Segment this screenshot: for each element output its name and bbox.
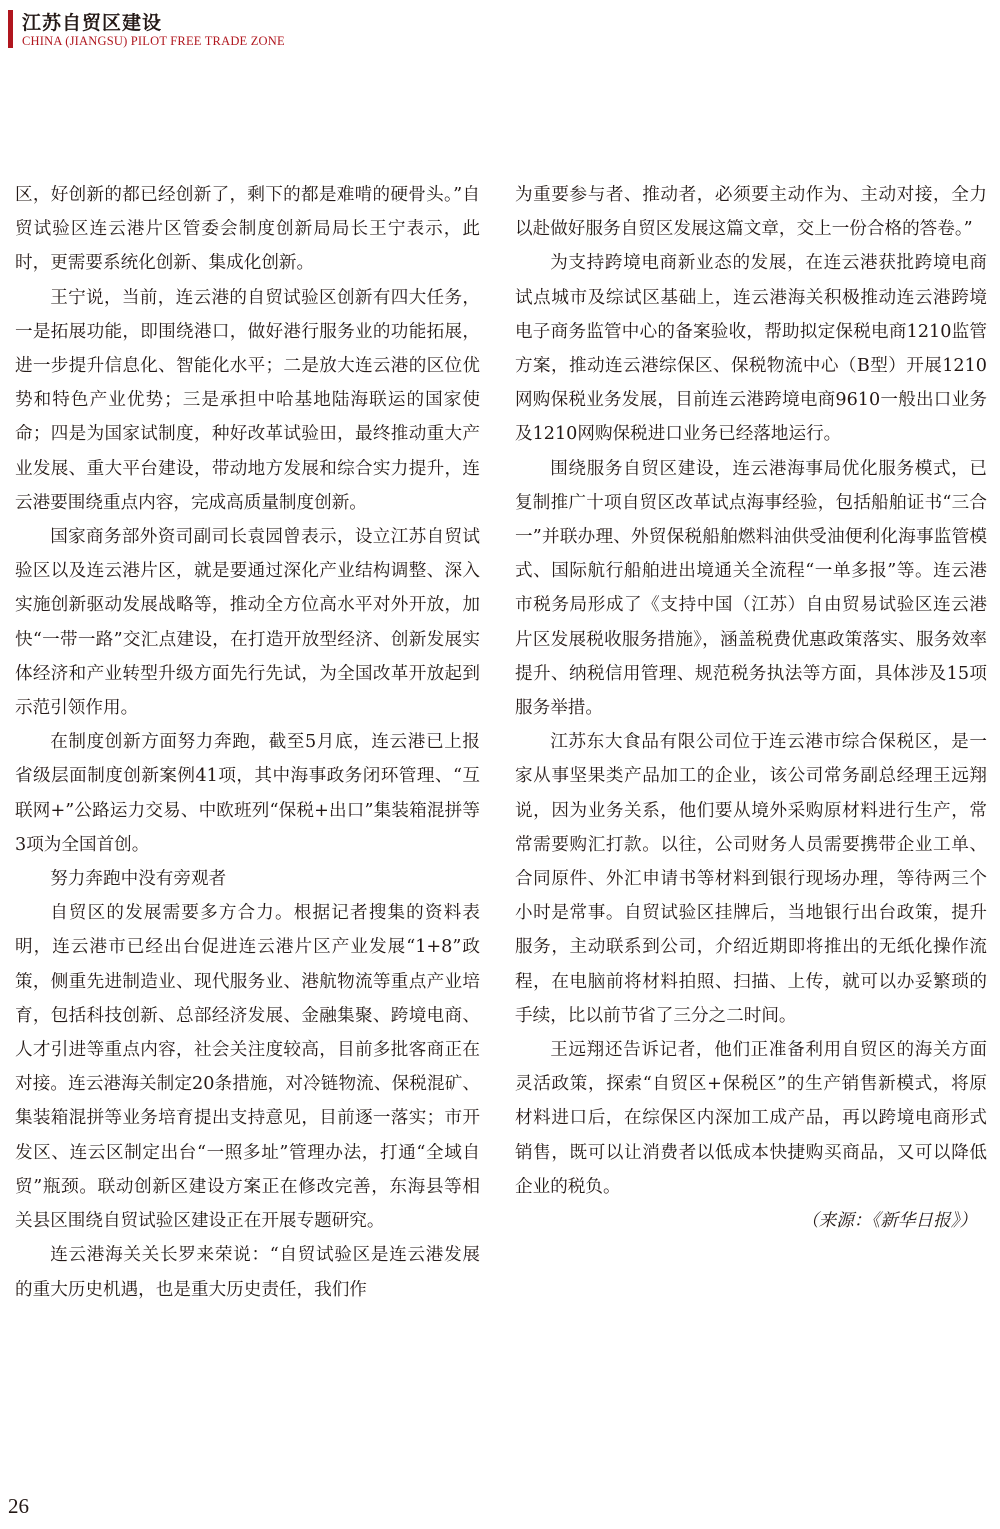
paragraph: 连云港海关关长罗来荣说：“自贸试验区是连云港发展的重大历史机遇，也是重大历史责任，我们作 bbox=[15, 1245, 480, 1300]
paragraph: 围绕服务自贸区建设，连云港海事局优化服务模式，已复制推广十项自贸区改革试点海事经验，包括船舶证书“三合一”并联办理、外贸保税船舶燃料油供受油便利化海事监管模式、国际航行船舶进出境通关全流程“一单多报”等。连云港市税务局形成了《支持中国（江苏）自由贸易试验区连云港片区发展税收服务措施》，涵盖税费优惠政策落实、服务效率提升、纳税信用管理、规范税务执法等方面，具体涉及15项服务举措。 bbox=[515, 458, 987, 719]
paragraph: 为重要参与者、推动者，必须要主动作为、主动对接，全力以赴做好服务自贸区发展这篇文章，交上一份合格的答卷。” bbox=[515, 185, 987, 240]
paragraph: 为支持跨境电商新业态的发展，在连云港获批跨境电商试点城市及综试区基础上，连云港海关积极推动连云港跨境电子商务监管中心的备案验收，帮助拟定保税电商1210监管方案，推动连云港综保区、保税物流中心（B型）开展1210网购保税业务发展，目前连云港跨境电商9610一般出口业务及1210网购保税进口业务已经落地运行。 bbox=[515, 253, 987, 445]
header-title-en: CHINA (JIANGSU) PILOT FREE TRADE ZONE bbox=[22, 34, 285, 48]
source-credit: （来源：《新华日报》） bbox=[801, 1211, 977, 1232]
paragraph: 在制度创新方面努力奔跑，截至5月底，连云港已上报省级层面制度创新案例41项，其中海事政务闭环管理、“互联网+”公路运力交易、中欧班列“保税+出口”集装箱混拼等3项为全国首创。 bbox=[15, 732, 480, 855]
paragraph: 王宁说，当前，连云港的自贸试验区创新有四大任务，一是拓展功能，即围绕港口，做好港行服务业的功能拓展，进一步提升信息化、智能化水平；二是放大连云港的区位优势和特色产业优势；三是承担中哈基地陆海联运的国家使命；四是为国家试制度，种好改革试验田，最终推动重大产业发展、重大平台建设，带动地方发展和综合实力提升，连云港要围绕重点内容，完成高质量制度创新。 bbox=[15, 287, 480, 513]
paragraph: 自贸区的发展需要多方合力。根据记者搜集的资料表明，连云港市已经出台促进连云港片区产业发展“1+8”政策，侧重先进制造业、现代服务业、港航物流等重点产业培育，包括科技创新、总部经济发展、金融集聚、跨境电商、人才引进等重点内容，社会关注度较高，目前多批客商正在对接。连云港海关制定20条措施，对冷链物流、保税混矿、集装箱混拼等业务培育提出支持意见，目前逐一落实；市开发区、连云区制定出台“一照多址”管理办法，打通“全域自贸”瓶颈。联动创新区建设方案正在修改完善，东海县等相关县区围绕自贸试验区建设正在开展专题研究。 bbox=[15, 903, 480, 1232]
paragraph: 江苏东大食品有限公司位于连云港市综合保税区，是一家从事坚果类产品加工的企业，该公司常务副总经理王远翔说，因为业务关系，他们要从境外采购原材料进行生产，常常需要购汇打款。以往，公司财务人员需要携带企业工单、合同原件、外汇申请书等材料到银行现场办理，等待两三个小时是常事。自贸试验区挂牌后，当地银行出台政策，提升服务，主动联系到公司，介绍近期即将推出的无纸化操作流程，在电脑前将材料拍照、扫描、上传，就可以办妥繁琐的手续，比以前节省了三分之二时间。 bbox=[515, 732, 987, 1026]
section-subheading: 努力奔跑中没有旁观者 bbox=[50, 869, 227, 890]
page-number: 26 bbox=[8, 1494, 29, 1518]
paragraph: 国家商务部外资司副司长袁园曾表示，设立江苏自贸试验区以及连云港片区，就是要通过深化产业结构调整、深入实施创新驱动发展战略等，推动全方位高水平对外开放，加快“一带一路”交汇点建设，在打造开放型经济、创新发展实体经济和产业转型升级方面先行先试，为全国改革开放起到示范引领作用。 bbox=[15, 527, 480, 719]
header-title-cn: 江苏自贸区建设 bbox=[22, 12, 163, 34]
header-accent-bar bbox=[8, 10, 13, 48]
paragraph: 王远翔还告诉记者，他们正准备利用自贸区的海关方面灵活政策，探索“自贸区+保税区”的生产销售新模式，将原材料进口后，在综保区内深加工成产品，再以跨境电商形式销售，既可以让消费者以低成本快捷购买商品，又可以降低企业的税负。 bbox=[515, 1040, 987, 1197]
left-column bbox=[15, 178, 480, 1307]
paragraph: 区，好创新的都已经创新了，剩下的都是难啃的硬骨头。”自贸试验区连云港片区管委会制度创新局局长王宁表示，此时，更需要系统化创新、集成化创新。 bbox=[15, 185, 480, 274]
right-column bbox=[515, 178, 987, 1238]
